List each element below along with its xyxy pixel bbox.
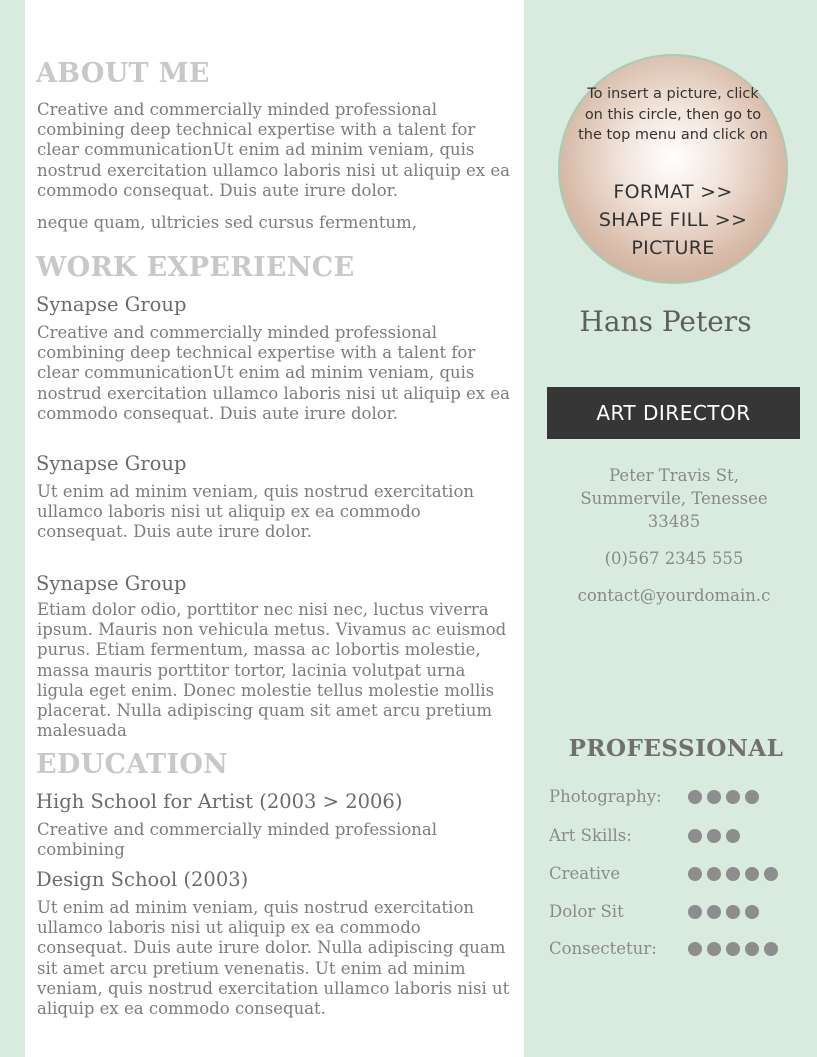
skill-rating bbox=[688, 942, 783, 957]
job-description: Creative and commercially minded professional combining deep technical expertise with a talent for clear communicationUt enim ad minim veniam, quis nostrud exercitation ullamco laboris nisi ut aliquip ex ea commodo consequat. Duis aute irure dolor. bbox=[37, 323, 510, 423]
rating-dot-icon bbox=[707, 942, 721, 956]
phone: (0)567 2345 555 bbox=[604, 549, 744, 568]
job-company: Synapse Group bbox=[36, 452, 187, 475]
about-text-overflow: neque quam, ultricies sed cursus fermentum, bbox=[37, 213, 417, 232]
rating-dot-icon bbox=[688, 905, 702, 919]
rating-dot-icon bbox=[726, 867, 740, 881]
job-description: Etiam dolor odio, porttitor nec nisi nec, luctus viverra ipsum. Mauris non vehicula metus. Vivamus ac euismod purus. Etiam fermentum, massa ac lobortis molestie, massa mauris porttitor tortor, lacinia volutpat urna ligula eget enim. Donec molestie tellus molestie mollis placerat. Nulla adipiscing quam sit amet arcu pretium malesuada bbox=[37, 600, 507, 741]
address bbox=[548, 464, 800, 533]
rating-dot-icon bbox=[726, 942, 740, 956]
skill-label: Dolor Sit bbox=[549, 902, 624, 921]
skill-row bbox=[549, 785, 799, 809]
job-company: Synapse Group bbox=[36, 293, 187, 316]
rating-dot-icon bbox=[688, 829, 702, 843]
rating-dot-icon bbox=[707, 790, 721, 804]
skill-row bbox=[549, 862, 799, 886]
skill-row bbox=[549, 900, 799, 924]
rating-dot-icon bbox=[764, 942, 778, 956]
skill-label: Creative bbox=[549, 864, 621, 883]
skill-rating bbox=[688, 905, 764, 920]
skill-label: Consectetur: bbox=[549, 939, 657, 958]
rating-dot-icon bbox=[707, 829, 721, 843]
rating-dot-icon bbox=[726, 905, 740, 919]
education-description: Creative and commercially minded professional combining bbox=[37, 820, 438, 860]
job-description: Ut enim ad minim veniam, quis nostrud exercitation ullamco laboris nisi ut aliquip ex ea commodo consequat. Duis aute irure dolor. bbox=[37, 482, 475, 542]
profile-picture-placeholder[interactable] bbox=[558, 54, 788, 284]
rating-dot-icon bbox=[707, 867, 721, 881]
skill-rating bbox=[688, 829, 745, 844]
rating-dot-icon bbox=[688, 790, 702, 804]
email: contact@yourdomain.c bbox=[577, 586, 771, 605]
address-line: Summervile, Tenessee bbox=[580, 489, 768, 508]
education-description: Ut enim ad minim veniam, quis nostrud exercitation ullamco laboris nisi ut aliquip ex ea commodo consequat. Duis aute irure dolor. Nulla adipiscing quam sit amet arcu pretium venenatis. Ut enim ad minim veniam, quis nostrud exercitation ullamco laboris nisi ut aliquip ex ea commodo consequat. bbox=[37, 898, 510, 1019]
person-name: Hans Peters bbox=[579, 305, 752, 338]
job-company: Synapse Group bbox=[36, 572, 187, 595]
skill-label: Photography: bbox=[549, 787, 662, 806]
skill-rating bbox=[688, 790, 764, 805]
rating-dot-icon bbox=[745, 942, 759, 956]
rating-dot-icon bbox=[745, 790, 759, 804]
skill-row bbox=[549, 937, 799, 961]
rating-dot-icon bbox=[726, 790, 740, 804]
picture-menu-step: SHAPE FILL >> bbox=[598, 209, 748, 231]
picture-menu-step: FORMAT >> bbox=[613, 181, 733, 203]
picture-menu-step: PICTURE bbox=[631, 237, 715, 259]
rating-dot-icon bbox=[726, 829, 740, 843]
rating-dot-icon bbox=[745, 905, 759, 919]
about-heading: ABOUT ME bbox=[36, 58, 210, 89]
skill-rating bbox=[688, 867, 783, 882]
picture-instruction: To insert a picture, click on this circle, then go to the top menu and click on bbox=[578, 86, 768, 143]
rating-dot-icon bbox=[764, 867, 778, 881]
job-title-banner: ART DIRECTOR bbox=[547, 387, 800, 439]
education-school: High School for Artist (2003 > 2006) bbox=[36, 790, 403, 813]
education-heading: EDUCATION bbox=[36, 749, 229, 780]
rating-dot-icon bbox=[707, 905, 721, 919]
about-text: Creative and commercially minded professional combining deep technical expertise with a talent for clear communicationUt enim ad minim veniam, quis nostrud exercitation ullamco laboris nisi ut aliquip ex ea commodo consequat. Duis aute irure dolor. bbox=[37, 100, 510, 200]
rating-dot-icon bbox=[688, 867, 702, 881]
skill-row bbox=[549, 824, 799, 848]
skill-label: Art Skills: bbox=[549, 826, 632, 845]
address-line: Peter Travis St, bbox=[609, 466, 739, 485]
work-heading: WORK EXPERIENCE bbox=[36, 252, 355, 283]
education-school: Design School (2003) bbox=[36, 868, 249, 891]
rating-dot-icon bbox=[745, 867, 759, 881]
address-line: 33485 bbox=[647, 512, 701, 531]
picture-menu-path bbox=[570, 178, 776, 262]
professional-heading: PROFESSIONAL bbox=[568, 735, 784, 762]
rating-dot-icon bbox=[688, 942, 702, 956]
